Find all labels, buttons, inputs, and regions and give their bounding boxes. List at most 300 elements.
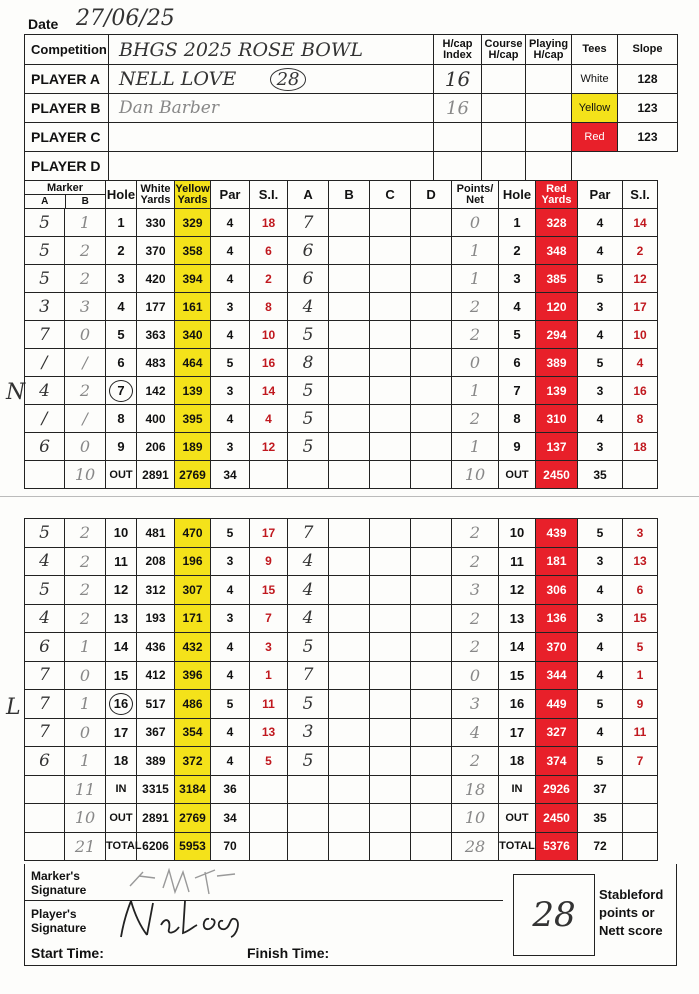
marker-b-score[interactable]: 2 — [65, 576, 106, 605]
player-a-playing-hcap[interactable] — [526, 65, 572, 94]
player-b-hcap-index[interactable]: 16 — [434, 94, 482, 123]
par: 3 — [211, 547, 250, 576]
marker-b-total[interactable]: 11 — [65, 775, 106, 804]
marker-b-score[interactable]: 0 — [65, 433, 106, 461]
marker-b-score[interactable]: 1 — [65, 747, 106, 776]
white-yards: 193 — [137, 604, 175, 633]
points-net[interactable]: 1 — [452, 237, 499, 265]
player-c-score[interactable] — [370, 405, 411, 433]
points-total[interactable]: 10 — [452, 804, 499, 833]
hole-number: 9 — [106, 433, 137, 461]
player-d-score[interactable] — [411, 576, 452, 605]
player-a-score[interactable]: 5 — [288, 405, 329, 433]
player-a-score[interactable]: 8 — [288, 349, 329, 377]
marker-b-score[interactable]: 0 — [65, 718, 106, 747]
red-par: 4 — [578, 321, 623, 349]
finish-time-field[interactable] — [245, 941, 503, 965]
player-b-score[interactable] — [329, 690, 370, 719]
marker-a-score[interactable]: 5 — [25, 237, 65, 265]
player-d-score[interactable] — [411, 661, 452, 690]
player-c-score[interactable] — [370, 604, 411, 633]
player-c-total[interactable] — [370, 804, 411, 833]
red-yards: 310 — [536, 405, 578, 433]
player-b-total[interactable] — [329, 775, 370, 804]
player-b-score[interactable] — [329, 377, 370, 405]
player-d-row — [25, 152, 678, 181]
player-b-score[interactable] — [329, 718, 370, 747]
player-b-total[interactable] — [329, 461, 370, 489]
marker-a-score[interactable]: 7 — [25, 661, 65, 690]
player-b-score[interactable] — [329, 604, 370, 633]
player-d-score[interactable] — [411, 349, 452, 377]
player-c-name[interactable] — [109, 123, 434, 152]
total-label: OUT — [106, 804, 137, 833]
marker-a-score[interactable]: 6 — [25, 747, 65, 776]
competition-label: Competition — [25, 35, 109, 65]
red-stroke-index: 7 — [623, 747, 658, 776]
points-net[interactable]: 3 — [452, 576, 499, 605]
red-par: 3 — [578, 547, 623, 576]
player-c-score[interactable] — [370, 349, 411, 377]
red-stroke-index: 10 — [623, 321, 658, 349]
player-d-score[interactable] — [411, 747, 452, 776]
date-value[interactable]: 27/06/25 — [76, 6, 175, 31]
par-total: 36 — [211, 775, 250, 804]
marker-a-total[interactable] — [25, 832, 65, 861]
si-header: S.I. — [250, 181, 288, 209]
points-net[interactable]: 0 — [452, 661, 499, 690]
points-net[interactable]: 1 — [452, 433, 499, 461]
points-net[interactable]: 2 — [452, 321, 499, 349]
player-a-score[interactable]: 4 — [288, 576, 329, 605]
player-c-score[interactable] — [370, 293, 411, 321]
red-par: 3 — [578, 433, 623, 461]
score-box[interactable] — [513, 874, 595, 956]
total-row — [25, 461, 698, 489]
player-d-score[interactable] — [411, 265, 452, 293]
player-c-col-header: C — [370, 181, 411, 209]
red-stroke-index: 2 — [623, 237, 658, 265]
red-stroke-index: 5 — [623, 633, 658, 662]
hole-row — [25, 633, 698, 662]
player-d-total[interactable] — [411, 804, 452, 833]
date-row — [28, 8, 328, 34]
red-si-blank — [623, 775, 658, 804]
marker-b-score[interactable]: 3 — [65, 293, 106, 321]
signature-box — [24, 864, 677, 966]
points-net[interactable]: 2 — [452, 519, 499, 548]
player-b-total[interactable] — [329, 804, 370, 833]
player-d-label: PLAYER D — [25, 152, 109, 181]
player-d-score[interactable] — [411, 209, 452, 237]
white-yards: 517 — [137, 690, 175, 719]
stroke-index: 1 — [250, 661, 288, 690]
player-a-score[interactable]: 6 — [288, 265, 329, 293]
player-d-name[interactable] — [109, 152, 434, 181]
marker-b-score[interactable]: 0 — [65, 661, 106, 690]
player-c-score[interactable] — [370, 547, 411, 576]
player-a-total[interactable] — [288, 832, 329, 861]
front-nine-table — [24, 180, 698, 489]
marker-a-score[interactable]: 4 — [25, 604, 65, 633]
par: 4 — [211, 747, 250, 776]
white-yards: 483 — [137, 349, 175, 377]
stroke-index: 10 — [250, 321, 288, 349]
hole2-header: Hole — [499, 181, 536, 209]
player-d-hcap-index[interactable] — [434, 152, 482, 181]
red-yards: 389 — [536, 349, 578, 377]
player-a-score[interactable]: 5 — [288, 747, 329, 776]
red-par: 5 — [578, 690, 623, 719]
player-d-score[interactable] — [411, 237, 452, 265]
player-c-total[interactable] — [370, 832, 411, 861]
yellow-yards-header: Yellow Yards — [175, 181, 211, 209]
marker-b-score[interactable]: 2 — [65, 237, 106, 265]
yellow-yards: 171 — [175, 604, 211, 633]
hole-row — [25, 747, 698, 776]
player-a-total[interactable] — [288, 775, 329, 804]
red-yards: 370 — [536, 633, 578, 662]
marker-a-score[interactable]: 6 — [25, 633, 65, 662]
player-a-score[interactable]: 5 — [288, 321, 329, 349]
course-hcap-header: Course H/cap — [482, 35, 526, 65]
player-a-score[interactable]: 6 — [288, 237, 329, 265]
marker-b-score[interactable]: / — [65, 405, 106, 433]
player-a-score[interactable]: 5 — [288, 690, 329, 719]
red-hole-number: 12 — [499, 576, 536, 605]
player-a-name: NELL LOVE — [119, 68, 237, 90]
red-par: 5 — [578, 265, 623, 293]
player-c-score[interactable] — [370, 377, 411, 405]
marker-signature-field[interactable] — [25, 864, 503, 901]
red-par: 4 — [578, 405, 623, 433]
yellow-yards: 340 — [175, 321, 211, 349]
player-b-score[interactable] — [329, 633, 370, 662]
marker-a-score[interactable]: 5 — [25, 576, 65, 605]
total-label: OUT — [106, 461, 137, 489]
par: 4 — [211, 718, 250, 747]
player-a-score[interactable]: 4 — [288, 293, 329, 321]
red-par: 4 — [578, 576, 623, 605]
points-net[interactable]: 2 — [452, 604, 499, 633]
red-yards: 181 — [536, 547, 578, 576]
player-d-score[interactable] — [411, 690, 452, 719]
player-a-name-cell[interactable] — [109, 65, 434, 94]
player-d-total[interactable] — [411, 461, 452, 489]
marker-a-score[interactable]: 5 — [25, 209, 65, 237]
marker-a-score[interactable]: 4 — [25, 547, 65, 576]
player-b-label: PLAYER B — [25, 94, 109, 123]
finish-time-label: Finish Time: — [247, 945, 330, 961]
player-d-score[interactable] — [411, 718, 452, 747]
red-stroke-index: 6 — [623, 576, 658, 605]
player-b-score[interactable] — [329, 209, 370, 237]
player-a-score[interactable]: 5 — [288, 433, 329, 461]
player-c-score[interactable] — [370, 690, 411, 719]
hole-row — [25, 209, 698, 237]
front-margin-mark: N — [6, 380, 26, 405]
player-d-playing-hcap[interactable] — [526, 152, 572, 181]
total-row — [25, 775, 698, 804]
player-a-score[interactable]: 4 — [288, 604, 329, 633]
stroke-index: 12 — [250, 433, 288, 461]
hole-number: 18 — [106, 747, 137, 776]
player-d-score[interactable] — [411, 433, 452, 461]
hole-row — [25, 405, 698, 433]
marker-b-score[interactable]: 1 — [65, 209, 106, 237]
stroke-index: 18 — [250, 209, 288, 237]
player-b-score[interactable] — [329, 547, 370, 576]
player-a-hcap-index[interactable]: 16 — [434, 65, 482, 94]
player-c-score[interactable] — [370, 321, 411, 349]
player-signature-field[interactable] — [25, 901, 503, 941]
yellow-yards: 372 — [175, 747, 211, 776]
player-b-score[interactable] — [329, 293, 370, 321]
white-yards: 367 — [137, 718, 175, 747]
red-par: 3 — [578, 293, 623, 321]
marker-b-total[interactable]: 10 — [65, 804, 106, 833]
player-c-total[interactable] — [370, 461, 411, 489]
player-c-score[interactable] — [370, 661, 411, 690]
red-yards: 137 — [536, 433, 578, 461]
hole-row — [25, 604, 698, 633]
player-b-score[interactable] — [329, 405, 370, 433]
red-hole-number: 3 — [499, 265, 536, 293]
si2-header: S.I. — [623, 181, 658, 209]
points-total[interactable]: 18 — [452, 775, 499, 804]
player-a-circled-hcap: 28 — [270, 68, 307, 91]
marker-ab — [25, 195, 105, 208]
marker-b-score[interactable]: 0 — [65, 321, 106, 349]
player-a-score[interactable]: 7 — [288, 209, 329, 237]
par: 3 — [211, 604, 250, 633]
par: 5 — [211, 519, 250, 548]
points-net[interactable]: 1 — [452, 265, 499, 293]
player-d-score[interactable] — [411, 377, 452, 405]
player-a-total[interactable] — [288, 804, 329, 833]
player-d-score[interactable] — [411, 405, 452, 433]
marker-a-score[interactable]: / — [25, 349, 65, 377]
hole-number: 17 — [106, 718, 137, 747]
marker-a-score[interactable]: 5 — [25, 519, 65, 548]
final-score: 28 — [532, 895, 576, 935]
player-d-total[interactable] — [411, 832, 452, 861]
points-net[interactable]: 4 — [452, 718, 499, 747]
points-net[interactable]: 3 — [452, 690, 499, 719]
white-yards: 312 — [137, 576, 175, 605]
player-c-course-hcap[interactable] — [482, 123, 526, 152]
player-a-score[interactable]: 5 — [288, 633, 329, 662]
stroke-index: 6 — [250, 237, 288, 265]
par: 4 — [211, 265, 250, 293]
marker-a-score[interactable]: 7 — [25, 321, 65, 349]
player-c-hcap-index[interactable] — [434, 123, 482, 152]
player-b-score[interactable] — [329, 321, 370, 349]
white-yards-total: 3315 — [137, 775, 175, 804]
start-time-field[interactable] — [25, 941, 245, 965]
points-net[interactable]: 2 — [452, 633, 499, 662]
player-d-score[interactable] — [411, 321, 452, 349]
par: 3 — [211, 433, 250, 461]
marker-b-score[interactable]: 1 — [65, 633, 106, 662]
competition-value[interactable]: BHGS 2025 ROSE BOWL — [109, 35, 434, 65]
marker-a-score[interactable]: / — [25, 405, 65, 433]
par: 3 — [211, 377, 250, 405]
red-hole-number: 6 — [499, 349, 536, 377]
hole-row — [25, 718, 698, 747]
player-a-course-hcap[interactable] — [482, 65, 526, 94]
player-a-score[interactable]: 4 — [288, 547, 329, 576]
points-net[interactable]: 2 — [452, 405, 499, 433]
stroke-index: 3 — [250, 633, 288, 662]
marker-b-score[interactable]: 2 — [65, 604, 106, 633]
yellow-yards: 464 — [175, 349, 211, 377]
player-b-playing-hcap[interactable] — [526, 94, 572, 123]
marker-b-total[interactable]: 10 — [65, 461, 106, 489]
player-b-score[interactable] — [329, 519, 370, 548]
player-b-score[interactable] — [329, 576, 370, 605]
yellow-yards-total: 3184 — [175, 775, 211, 804]
player-d-score[interactable] — [411, 293, 452, 321]
red-hole-number: 13 — [499, 604, 536, 633]
red-hole-number: 1 — [499, 209, 536, 237]
player-b-name[interactable]: Dan Barber — [109, 94, 434, 123]
points-net[interactable]: 0 — [452, 349, 499, 377]
points-net[interactable]: 2 — [452, 747, 499, 776]
red-stroke-index: 9 — [623, 690, 658, 719]
player-b-col-header: B — [329, 181, 370, 209]
player-b-score[interactable] — [329, 747, 370, 776]
player-c-playing-hcap[interactable] — [526, 123, 572, 152]
red-par-total: 72 — [578, 832, 623, 861]
marker-a-score[interactable]: 7 — [25, 718, 65, 747]
player-a-score[interactable]: 3 — [288, 718, 329, 747]
tees-header: Tees — [572, 35, 618, 65]
hole-row — [25, 265, 698, 293]
red-par: 5 — [578, 519, 623, 548]
player-c-score[interactable] — [370, 209, 411, 237]
player-d-score[interactable] — [411, 633, 452, 662]
par: 4 — [211, 633, 250, 662]
marker-b-score[interactable]: 2 — [65, 519, 106, 548]
red-yards: 136 — [536, 604, 578, 633]
player-b-score[interactable] — [329, 237, 370, 265]
player-c-score[interactable] — [370, 433, 411, 461]
player-c-score[interactable] — [370, 265, 411, 293]
marker-a-total[interactable] — [25, 775, 65, 804]
marker-a-score[interactable]: 7 — [25, 690, 65, 719]
hole-number: 13 — [106, 604, 137, 633]
marker-b-score[interactable]: / — [65, 349, 106, 377]
marker-b-score[interactable]: 2 — [65, 377, 106, 405]
player-c-score[interactable] — [370, 576, 411, 605]
par-total: 70 — [211, 832, 250, 861]
marker-b-score[interactable]: 2 — [65, 265, 106, 293]
player-b-score[interactable] — [329, 265, 370, 293]
par-total: 34 — [211, 461, 250, 489]
par: 4 — [211, 661, 250, 690]
player-c-score[interactable] — [370, 633, 411, 662]
player-d-course-hcap[interactable] — [482, 152, 526, 181]
player-b-course-hcap[interactable] — [482, 94, 526, 123]
stroke-index: 15 — [250, 576, 288, 605]
marker-a-score[interactable]: 5 — [25, 265, 65, 293]
player-d-score[interactable] — [411, 604, 452, 633]
player-c-total[interactable] — [370, 775, 411, 804]
player-d-score[interactable] — [411, 519, 452, 548]
marker-signature — [125, 866, 245, 900]
player-b-score[interactable] — [329, 349, 370, 377]
red-total-label: TOTAL — [499, 832, 536, 861]
player-c-score[interactable] — [370, 718, 411, 747]
hole-number: 11 — [106, 547, 137, 576]
marker-b-score[interactable]: 1 — [65, 690, 106, 719]
par: 4 — [211, 321, 250, 349]
yellow-yards-total: 2769 — [175, 804, 211, 833]
hole-row — [25, 321, 698, 349]
player-c-score[interactable] — [370, 237, 411, 265]
stroke-index: 14 — [250, 377, 288, 405]
points-total[interactable]: 10 — [452, 461, 499, 489]
red-par: 4 — [578, 633, 623, 662]
white-yards: 436 — [137, 633, 175, 662]
marker-header — [25, 181, 106, 209]
marker-b-total[interactable]: 21 — [65, 832, 106, 861]
red-hole-number: 9 — [499, 433, 536, 461]
marker-a-score[interactable]: 4 — [25, 377, 65, 405]
player-a-score[interactable]: 7 — [288, 661, 329, 690]
player-d-total[interactable] — [411, 775, 452, 804]
marker-a-total[interactable] — [25, 804, 65, 833]
marker-a-score[interactable]: 6 — [25, 433, 65, 461]
marker-signature-label: Marker's Signature — [31, 869, 87, 897]
stroke-index: 17 — [250, 519, 288, 548]
red-par: 3 — [578, 604, 623, 633]
yellow-yards: 307 — [175, 576, 211, 605]
points-net[interactable]: 2 — [452, 293, 499, 321]
red-par-total: 35 — [578, 804, 623, 833]
player-d-score[interactable] — [411, 547, 452, 576]
points-total[interactable]: 28 — [452, 832, 499, 861]
marker-a-total[interactable] — [25, 461, 65, 489]
player-a-total[interactable] — [288, 461, 329, 489]
player-c-score[interactable] — [370, 747, 411, 776]
red-si-blank — [623, 804, 658, 833]
points-net[interactable]: 2 — [452, 547, 499, 576]
player-a-col-header: A — [288, 181, 329, 209]
hcap-index-header: H/cap Index — [434, 35, 482, 65]
player-b-total[interactable] — [329, 832, 370, 861]
back-margin-mark: L — [6, 695, 21, 720]
points-net[interactable]: 1 — [452, 377, 499, 405]
hole-row — [25, 576, 698, 605]
marker-b-score[interactable]: 2 — [65, 547, 106, 576]
red-yards: 139 — [536, 377, 578, 405]
player-a-score[interactable]: 5 — [288, 377, 329, 405]
player-c-score[interactable] — [370, 519, 411, 548]
player-b-score[interactable] — [329, 433, 370, 461]
player-a-score[interactable]: 7 — [288, 519, 329, 548]
circled-hole-number: 7 — [109, 380, 133, 402]
player-d-tee — [572, 152, 618, 181]
points-net[interactable]: 0 — [452, 209, 499, 237]
hole-row — [25, 690, 698, 719]
marker-a-score[interactable]: 3 — [25, 293, 65, 321]
hole-row — [25, 547, 698, 576]
white-yards-total: 2891 — [137, 804, 175, 833]
red-hole-number: 18 — [499, 747, 536, 776]
player-b-score[interactable] — [329, 661, 370, 690]
